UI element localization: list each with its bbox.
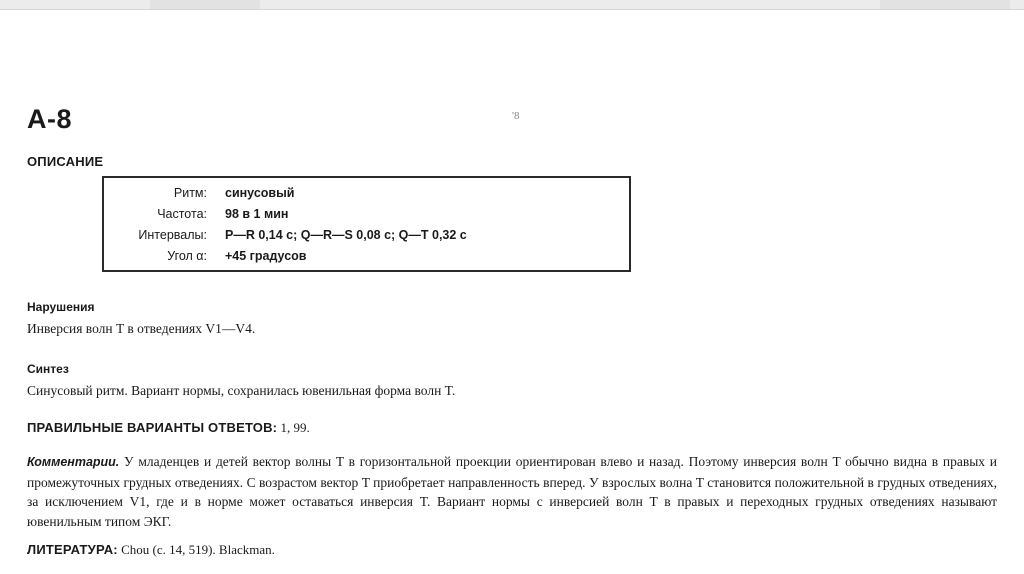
correct-answers-heading: ПРАВИЛЬНЫЕ ВАРИАНТЫ ОТВЕТОВ: [27, 420, 278, 435]
description-row [104, 207, 629, 227]
violations-text: Инверсия волн T в отведениях V1—V4. [27, 321, 256, 336]
correct-answers [27, 420, 310, 436]
literature [27, 542, 275, 558]
row-label: Ритм: [173, 186, 207, 200]
comments-heading: Комментарии. [27, 455, 120, 469]
synthesis-heading: Синтез [27, 362, 69, 376]
row-value: +45 градусов [225, 249, 307, 263]
top-strip-segment [880, 0, 1010, 9]
literature-text: Chou (c. 14, 519). Blackman. [117, 542, 275, 557]
description-heading: ОПИСАНИЕ [27, 154, 104, 169]
description-row [104, 186, 629, 206]
row-value: 98 в 1 мин [225, 207, 289, 221]
comments-paragraph [27, 452, 997, 531]
description-row [104, 228, 629, 248]
row-label: Угол α: [167, 249, 207, 263]
literature-heading: ЛИТЕРАТУРА: [27, 542, 118, 557]
page-id: А-8 [27, 104, 73, 134]
description-row [104, 249, 629, 269]
description-box [102, 176, 631, 272]
row-label: Частота: [157, 207, 207, 221]
correct-answers-text: 1, 99. [277, 420, 310, 435]
comments-text: У младенцев и детей вектор волны T в горизонтальной проекции ориентирован влево и назад. Поэтому инверсия волн T обычно видна в правых и промежуточных грудных отведениях. С возрастом вектор T приобретает направленность вперед. У взрослых волна T становится положительной в грудных отведениях, за исключением V1, где и в норме может оставаться инверсия T. Вариант нормы с инверсией волн T в правых и переходных грудных отведениях называют ювенильным типом ЭКГ. [27, 454, 997, 529]
synthesis-text: Синусовый ритм. Вариант нормы, сохранилась ювенильная форма волн T. [27, 383, 456, 398]
row-label: Интервалы: [138, 228, 207, 242]
top-strip-segment [150, 0, 260, 9]
page-mark: '8 [512, 110, 520, 122]
row-value: синусовый [225, 186, 295, 200]
violations-heading: Нарушения [27, 300, 95, 314]
top-browser-strip [0, 0, 1024, 10]
row-value: P—R 0,14 с; Q—R—S 0,08 с; Q—T 0,32 с [225, 228, 467, 242]
